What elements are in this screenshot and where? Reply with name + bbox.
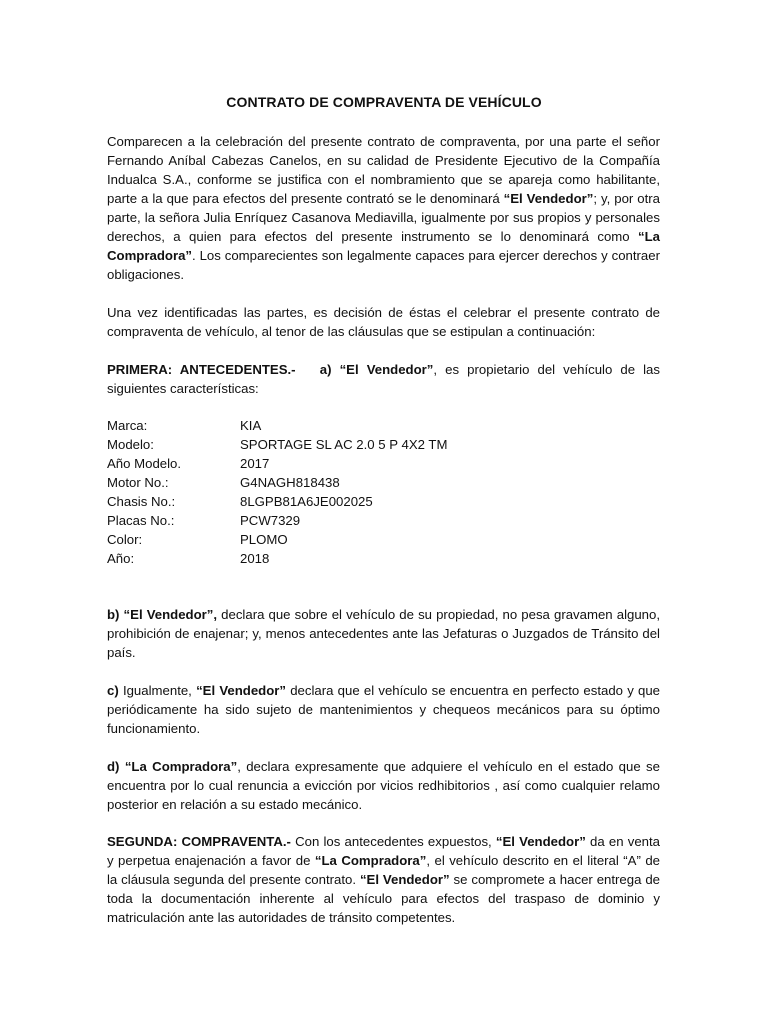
- intro-text-2: ; y, por otra parte, la señora Julia Enríquez Casanova Mediavilla, igualmente por sus propios y personales derechos, a quien para efectos del presente instrumento se lo denominará como: [107, 191, 660, 244]
- clause-b-paragraph: [107, 605, 660, 662]
- segunda-heading: SEGUNDA: COMPRAVENTA.-: [107, 834, 291, 849]
- spec-value: SPORTAGE SL AC 2.0 5 P 4X2 TM: [240, 437, 448, 452]
- vendedor-term: “El Vendedor”: [359, 872, 450, 887]
- spec-value: PCW7329: [240, 513, 301, 528]
- spec-value: 8LGPB81A6JE002025: [240, 494, 373, 509]
- primera-paragraph: [107, 360, 660, 398]
- clause-b-text: declara que sobre el vehículo de su propiedad, no pesa gravamen alguno, prohibición de enajenar; y, menos antecedentes ante las Jefaturas o Juzgados de Tránsito del país.: [107, 607, 660, 660]
- vendedor-term: “El Vendedor”: [196, 683, 287, 698]
- clause-b-label: b) “El Vendedor”,: [107, 607, 218, 622]
- clause-d-label: d) “La Compradora”: [107, 759, 238, 774]
- spec-row: [107, 473, 660, 492]
- intro-text-3: . Los comparecientes son legalmente capaces para ejercer derechos y contraer obligaciones.: [107, 248, 660, 282]
- spec-label: Marca:: [107, 418, 148, 433]
- intro-paragraph: [107, 132, 660, 284]
- clause-c-label: c): [107, 683, 119, 698]
- spec-label: Placas No.:: [107, 513, 175, 528]
- vendedor-term: “El Vendedor”: [503, 191, 594, 206]
- clause-d-text: , declara expresamente que adquiere el vehículo en el estado que se encuentra por lo cual renuncia a evicción por vicios redhibitorios , así como cualquier relamo posterior en relación a su estado mecánico.: [107, 759, 660, 812]
- spec-label: Color:: [107, 532, 143, 547]
- spec-label: Motor No.:: [107, 475, 169, 490]
- spec-label: Año Modelo.: [107, 456, 182, 471]
- spec-value: KIA: [240, 418, 262, 433]
- segunda-text-4: se compromete a hacer entrega de toda la documentación inherente al vehículo para efectos del traspaso de dominio y matriculación ante las autoridades de tránsito competentes.: [107, 872, 661, 925]
- spec-value: 2017: [240, 456, 270, 471]
- spec-row: [107, 492, 660, 511]
- spec-label: Año:: [107, 551, 135, 566]
- clause-d-paragraph: [107, 757, 660, 814]
- segunda-text-1: Con los antecedentes expuestos,: [290, 834, 496, 849]
- spec-row: [107, 454, 660, 473]
- contract-title: CONTRATO DE COMPRAVENTA DE VEHÍCULO: [226, 94, 542, 110]
- intro-text-1: Comparecen a la celebración del presente contrato de compraventa, por una parte el señor Fernando Aníbal Cabezas Canelos, en su calidad de Presidente Ejecutivo de la Compañía Indualca S.A., conforme se justifica con el nombramiento que se apareja como habilitante, parte a la que para efectos del presente contrató se le denominará: [107, 134, 660, 206]
- spec-row: [107, 416, 660, 435]
- spec-label: Modelo:: [107, 437, 154, 452]
- spec-label: Chasis No.:: [107, 494, 176, 509]
- clause-c-paragraph: [107, 681, 660, 738]
- spec-value: PLOMO: [240, 532, 288, 547]
- clause-c-text-2: declara que el vehículo se encuentra en perfecto estado y que periódicamente ha sido sujeto de mantenimientos y chequeos mecánicos para su óptimo funcionamiento.: [107, 683, 660, 736]
- spec-row: [107, 435, 660, 454]
- primera-text: , es propietario del vehículo de las siguientes características:: [107, 362, 660, 396]
- primera-a-label: a) “El Vendedor”: [319, 362, 434, 377]
- spec-row: [107, 511, 660, 530]
- segunda-text-2: da en venta y perpetua enajenación a favor de: [107, 834, 661, 868]
- identification-paragraph: Una vez identificadas las partes, es decisión de éstas el celebrar el presente contrato de compraventa de vehículo, al tenor de las cláusulas que se estipulan a continuación:: [107, 305, 660, 339]
- spec-value: 2018: [240, 551, 270, 566]
- spec-row: [107, 530, 660, 549]
- primera-heading: PRIMERA: ANTECEDENTES.-: [107, 362, 296, 377]
- segunda-paragraph: [107, 832, 660, 927]
- spec-row: [107, 549, 660, 568]
- vendedor-term: “El Vendedor”: [495, 834, 586, 849]
- compradora-term: “La Compradora”: [314, 853, 427, 868]
- segunda-text-3: , el vehículo descrito en el literal “A” de la cláusula segunda del presente contrato.: [107, 853, 660, 887]
- clause-c-text-1: Igualmente,: [118, 683, 197, 698]
- compradora-term: “La Compradora”: [107, 229, 660, 263]
- spec-value: G4NAGH818438: [240, 475, 340, 490]
